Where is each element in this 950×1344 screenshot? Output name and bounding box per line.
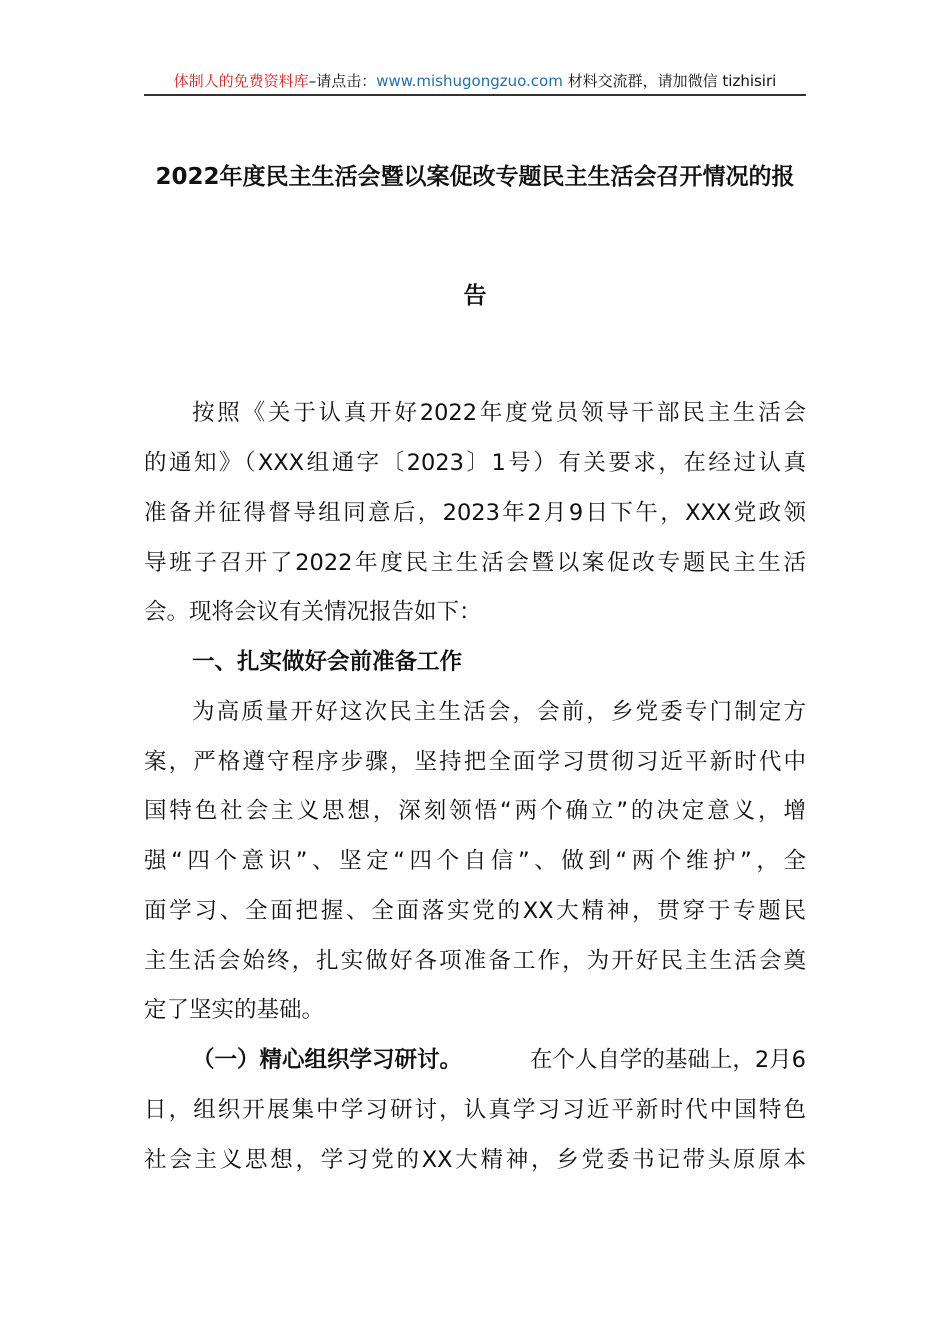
body-line: 日，组织开展集中学习研讨，认真学习习近平新时代中国特色 — [144, 1097, 806, 1123]
body-line-with-subheading — [192, 1045, 806, 1075]
body-line: 定了坚实的基础。 — [144, 997, 325, 1023]
body-line: 主生活会始终，扎实做好各项准备工作，为开好民主生活会奠 — [144, 948, 806, 974]
body-line: 社会主义思想，学习党的XX大精神，乡党委书记带头原原本 — [144, 1147, 806, 1173]
header-suffix: 材料交流群，请加微信 tizhisiri — [567, 72, 777, 90]
body-line: 案，严格遵守程序步骤，坚持把全面学习贯彻习近平新时代中 — [144, 749, 806, 775]
body-line: 按照《关于认真开好2022年度党员领导干部民主生活会 — [192, 400, 806, 426]
body-line: 强“四个意识”、坚定“四个自信”、做到“两个维护”，全 — [144, 848, 806, 874]
body-text: 在个人自学的基础上，2月6 — [529, 1047, 806, 1073]
body-line: 面学习、全面把握、全面落实党的XX大精神，贯穿于专题民 — [144, 898, 806, 924]
body-line: 国特色社会主义思想，深刻领悟“两个确立”的决定意义，增 — [144, 798, 806, 824]
document-title-line2: 告 — [463, 283, 487, 309]
page-header — [144, 68, 806, 96]
document-title-line1: 2022年度民主生活会暨以案促改专题民主生活会召开情况的报 — [155, 164, 795, 190]
subheading: （一）精心组织学习研讨。 — [192, 1047, 463, 1073]
header-prompt: –请点击： — [308, 72, 377, 90]
body-line: 为高质量开好这次民主生活会，会前，乡党委专门制定方 — [192, 699, 806, 725]
body-line: 会。现将会议有关情况报告如下： — [144, 599, 482, 625]
body-line: 准备并征得督导组同意后，2023年2月9日下午，XXX党政领 — [144, 500, 806, 526]
section-heading: 一、扎实做好会前准备工作 — [192, 649, 463, 675]
body-line: 的通知》（XXX组通字〔2023〕1号）有关要求，在经过认真 — [144, 450, 806, 476]
header-brand: 体制人的免费资料库 — [173, 72, 309, 90]
body-line: 导班子召开了2022年度民主生活会暨以案促改专题民主生活 — [144, 550, 806, 576]
header-url-link[interactable]: www.mishugongzuo.com — [376, 72, 563, 90]
